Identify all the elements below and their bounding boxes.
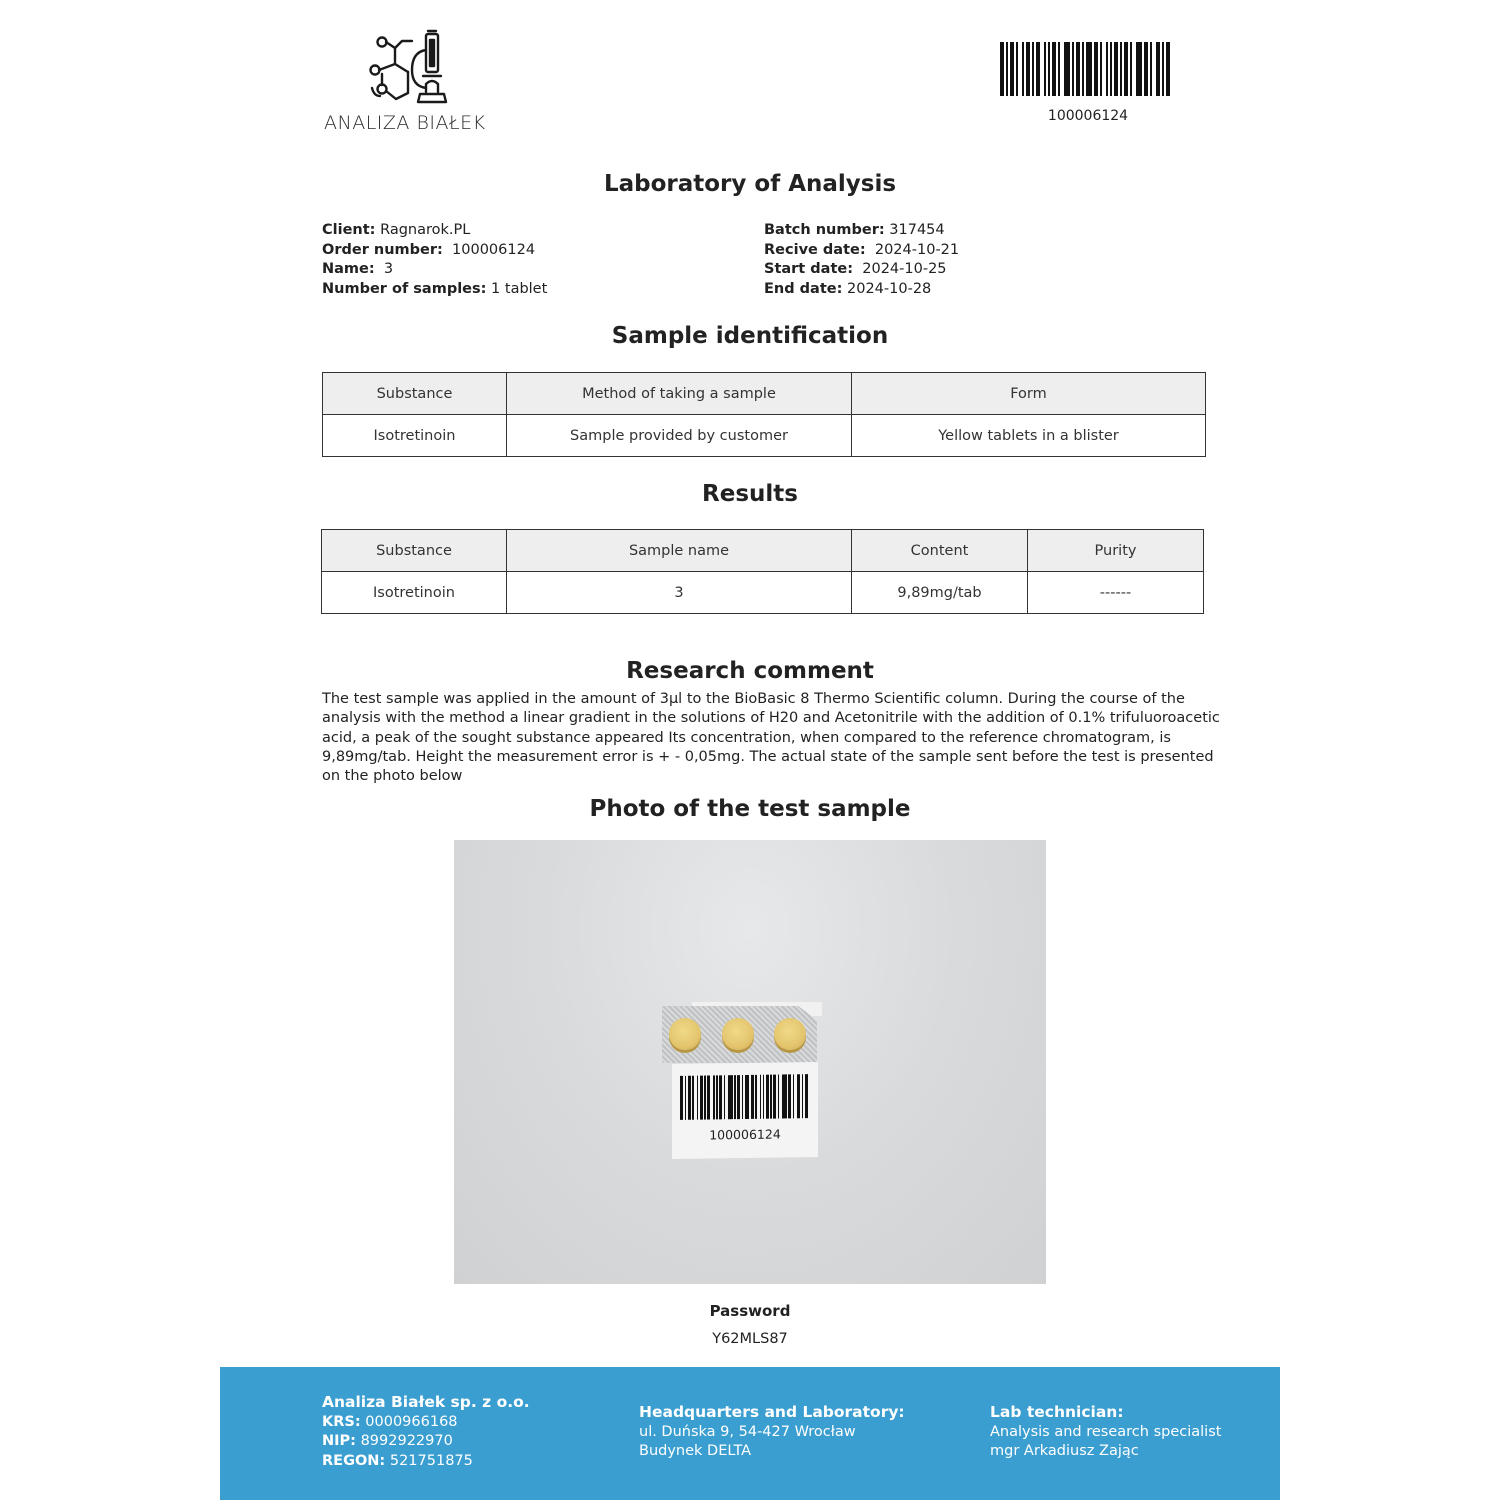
password-value: Y62MLS87 (712, 1331, 788, 1347)
tablet-icon (722, 1018, 754, 1050)
nip-value: 8992922970 (360, 1433, 453, 1449)
barcode-icon (1000, 42, 1176, 96)
end-date-row: End date: 2024-10-28 (764, 280, 932, 297)
order-barcode (1000, 42, 1176, 124)
start-date-value: 2024-10-25 (862, 261, 947, 277)
receive-date-row: Recive date: 2024-10-21 (764, 241, 960, 258)
company-logo (322, 28, 502, 134)
footer (220, 1367, 1280, 1500)
receive-date-value: 2024-10-21 (874, 241, 960, 258)
technician-role: Analysis and research specialist (990, 1423, 1222, 1440)
logo-text: ANALIZA BIAŁEK (324, 112, 486, 134)
column-header: Content (852, 530, 1028, 572)
name-value: 3 (383, 261, 394, 277)
column-header: Method of taking a sample (507, 373, 852, 415)
table-cell: Isotretinoin (322, 572, 507, 614)
research-comment-heading: Research comment (626, 658, 874, 684)
results-heading: Results (702, 481, 798, 507)
name-row: Name: 3 (322, 261, 394, 277)
table-cell: Sample provided by customer (507, 415, 852, 457)
sample-photo (454, 840, 1046, 1284)
table-cell: 3 (507, 572, 852, 614)
results-table (321, 529, 1204, 614)
table-cell: Yellow tablets in a blister (852, 415, 1206, 457)
tablet-icon (669, 1018, 701, 1050)
batch-number-value: 317454 (889, 222, 945, 238)
order-info-right (764, 221, 959, 299)
batch-number-row: Batch number: 317454 (764, 222, 945, 238)
order-number-row: Order number: 100006124 (322, 241, 536, 258)
client-value: Ragnarok.PL (380, 222, 471, 238)
table-header-row (323, 373, 1206, 415)
headquarters-info (639, 1403, 905, 1462)
samples-row: Number of samples: 1 tablet (322, 280, 548, 297)
headquarters-heading: Headquarters and Laboratory: (639, 1403, 905, 1421)
client-row: Client: Ragnarok.PL (322, 222, 471, 238)
sample-identification-table (322, 372, 1206, 457)
address-line: Budynek DELTA (639, 1443, 752, 1459)
molecule-microscope-icon (358, 28, 454, 108)
column-header: Sample name (507, 530, 852, 572)
table-cell: 9,89mg/tab (852, 572, 1028, 614)
address-line: ul. Duńska 9, 54-427 Wrocław (639, 1423, 856, 1440)
column-header: Substance (323, 373, 507, 415)
table-cell: ------ (1028, 572, 1204, 614)
regon-value: 521751875 (389, 1452, 473, 1469)
technician-name: mgr Arkadiusz Zając (990, 1443, 1139, 1459)
password-label: Password (709, 1302, 791, 1320)
company-info: Analiza Białek sp. z o.o. KRS: 0000966168 NIP: 8992922970 REGON: 521751875 (322, 1393, 530, 1469)
photo-heading: Photo of the test sample (589, 796, 911, 822)
column-header: Substance (322, 530, 507, 572)
table-cell: Isotretinoin (323, 415, 507, 457)
technician-heading: Lab technician: (990, 1403, 1124, 1421)
tablet-icon (774, 1018, 806, 1050)
blister-pack (662, 1006, 817, 1063)
table-row (323, 415, 1206, 457)
samples-value: 1 tablet (491, 280, 548, 297)
research-comment-text: The test sample was applied in the amount of 3µl to the BioBasic 8 Thermo Scientific column. During the course of the analysis with the method a linear gradient in the solutions of H20 and Acetonitrile with the addition of 0.1% trifuluoroacetic acid, a peak of the sought substance appeared Its concentration, when compared to the reference chromatogram, is 9,89mg/tab. Height the measurement error is + - 0,05mg. The actual state of the sample sent before the test is presented on the photo below (322, 691, 1220, 785)
start-date-row: Start date: 2024-10-25 (764, 261, 947, 277)
column-header: Purity (1028, 530, 1204, 572)
table-row (322, 572, 1204, 614)
page-title: Laboratory of Analysis (603, 171, 897, 197)
company-name: Analiza Białek sp. z o.o. (322, 1393, 530, 1411)
barcode-icon (680, 1074, 810, 1120)
barcode-number: 100006124 (1047, 108, 1129, 124)
krs-value: 0000966168 (365, 1413, 458, 1430)
order-number-value: 100006124 (452, 241, 536, 258)
column-header: Form (852, 373, 1206, 415)
label-barcode-number: 100006124 (709, 1126, 781, 1143)
end-date-value: 2024-10-28 (847, 280, 932, 297)
sample-identification-heading: Sample identification (611, 323, 889, 349)
technician-info (990, 1403, 1221, 1462)
sample-barcode-label (672, 1062, 818, 1159)
table-header-row (322, 530, 1204, 572)
order-info-left (322, 221, 547, 299)
